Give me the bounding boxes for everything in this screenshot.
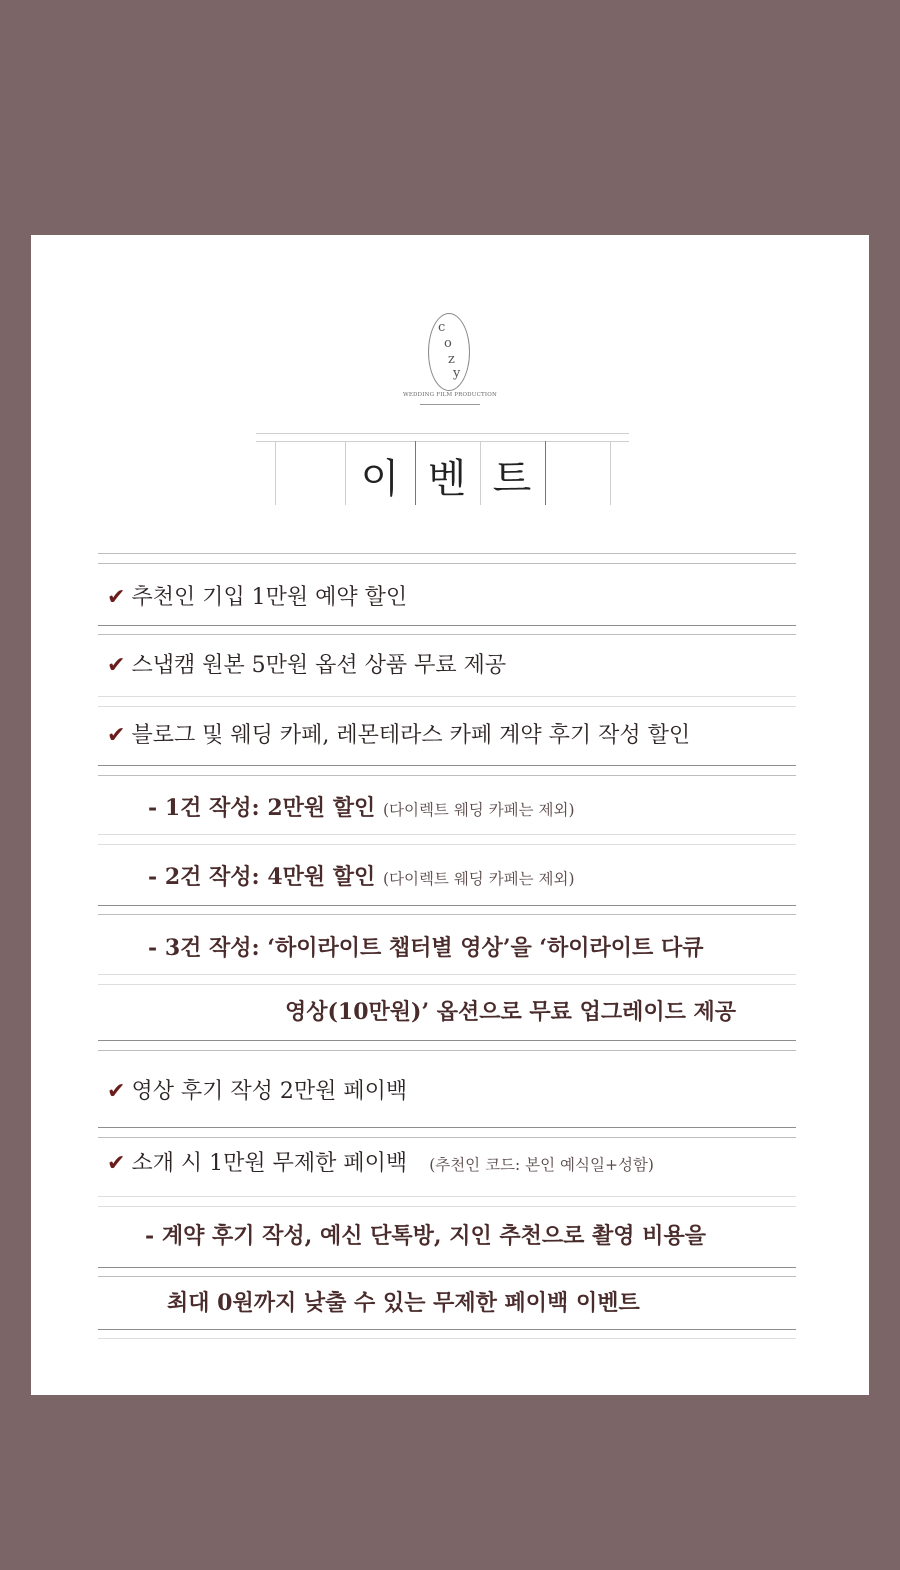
item-note: (다이렉트 웨딩 카페는 제외) xyxy=(382,801,575,819)
divider xyxy=(98,563,796,564)
divider xyxy=(98,844,796,845)
item-text: 스냅캠 원본 5만원 옵션 상품 무료 제공 xyxy=(131,653,507,678)
check-icon: ✔ xyxy=(107,653,126,678)
item-note: (추천인 코드: 본인 예식일+성함) xyxy=(429,1156,654,1174)
item-text: 블로그 및 웨딩 카페, 레몬테라스 카페 계약 후기 작성 할인 xyxy=(131,723,691,748)
item-text: 영상 후기 작성 2만원 페이백 xyxy=(131,1079,408,1104)
divider xyxy=(98,905,796,906)
logo-underline xyxy=(420,404,480,405)
divider xyxy=(98,765,796,766)
item-text: 영상(10만원)’ 옵션으로 무료 업그레이드 제공 xyxy=(285,999,737,1025)
list-item xyxy=(285,1001,736,1023)
dash-icon: - xyxy=(145,1223,155,1249)
divider xyxy=(98,1206,796,1207)
item-text: 추천인 기입 1만원 예약 할인 xyxy=(131,585,408,610)
list-item xyxy=(107,1081,407,1103)
logo-letter: c xyxy=(438,320,446,335)
logo-letter: o xyxy=(444,336,452,351)
divider xyxy=(545,441,546,505)
divider xyxy=(98,696,796,697)
logo-subtitle: WEDDING FILM PRODUCTION xyxy=(402,392,497,398)
divider xyxy=(415,441,416,505)
divider xyxy=(98,1276,796,1277)
divider xyxy=(275,441,276,505)
divider xyxy=(98,1040,796,1041)
list-item xyxy=(148,797,575,819)
title-char: 트 xyxy=(492,456,532,502)
dash-icon: - xyxy=(148,795,158,821)
item-text: 1건 작성: 2만원 할인 xyxy=(164,795,376,821)
divider xyxy=(98,1137,796,1138)
divider xyxy=(98,634,796,635)
check-icon: ✔ xyxy=(107,723,126,748)
divider xyxy=(256,433,629,434)
divider xyxy=(98,1267,796,1268)
divider xyxy=(256,441,629,442)
list-item xyxy=(107,1153,654,1175)
logo-letter: z xyxy=(448,352,455,367)
item-text: 3건 작성: ‘하이라이트 챕터별 영상’을 ‘하이라이트 다큐 xyxy=(164,935,704,961)
list-item xyxy=(107,655,506,677)
check-icon: ✔ xyxy=(107,585,126,610)
title-char: 벤 xyxy=(427,456,467,502)
divider xyxy=(98,984,796,985)
cozy-logo xyxy=(398,313,502,408)
divider xyxy=(98,1338,796,1339)
divider xyxy=(98,974,796,975)
list-item xyxy=(148,866,575,888)
divider xyxy=(98,625,796,626)
item-text: 계약 후기 작성, 예신 단톡방, 지인 추천으로 촬영 비용을 xyxy=(161,1223,706,1249)
divider xyxy=(345,441,346,505)
check-icon: ✔ xyxy=(107,1079,126,1104)
item-text: 소개 시 1만원 무제한 페이백 xyxy=(131,1151,408,1176)
divider xyxy=(98,1196,796,1197)
list-item xyxy=(107,587,407,609)
item-note: (다이렉트 웨딩 카페는 제외) xyxy=(382,870,575,888)
list-item xyxy=(167,1292,640,1314)
title-char: 이 xyxy=(360,456,400,502)
check-icon: ✔ xyxy=(107,1151,126,1176)
divider xyxy=(610,441,611,505)
dash-icon: - xyxy=(148,935,158,961)
list-item xyxy=(107,725,690,747)
divider xyxy=(98,775,796,776)
divider xyxy=(98,1050,796,1051)
divider xyxy=(98,706,796,707)
divider xyxy=(98,1127,796,1128)
list-item xyxy=(148,937,703,959)
divider xyxy=(98,1329,796,1330)
dash-icon: - xyxy=(148,864,158,890)
item-text: 최대 0원까지 낮출 수 있는 무제한 페이백 이벤트 xyxy=(167,1290,640,1316)
list-item xyxy=(145,1225,706,1247)
item-text: 2건 작성: 4만원 할인 xyxy=(164,864,376,890)
divider xyxy=(480,441,481,505)
logo-letter: y xyxy=(453,366,461,381)
page-title xyxy=(256,433,629,505)
divider xyxy=(98,834,796,835)
divider xyxy=(98,553,796,554)
divider xyxy=(98,914,796,915)
